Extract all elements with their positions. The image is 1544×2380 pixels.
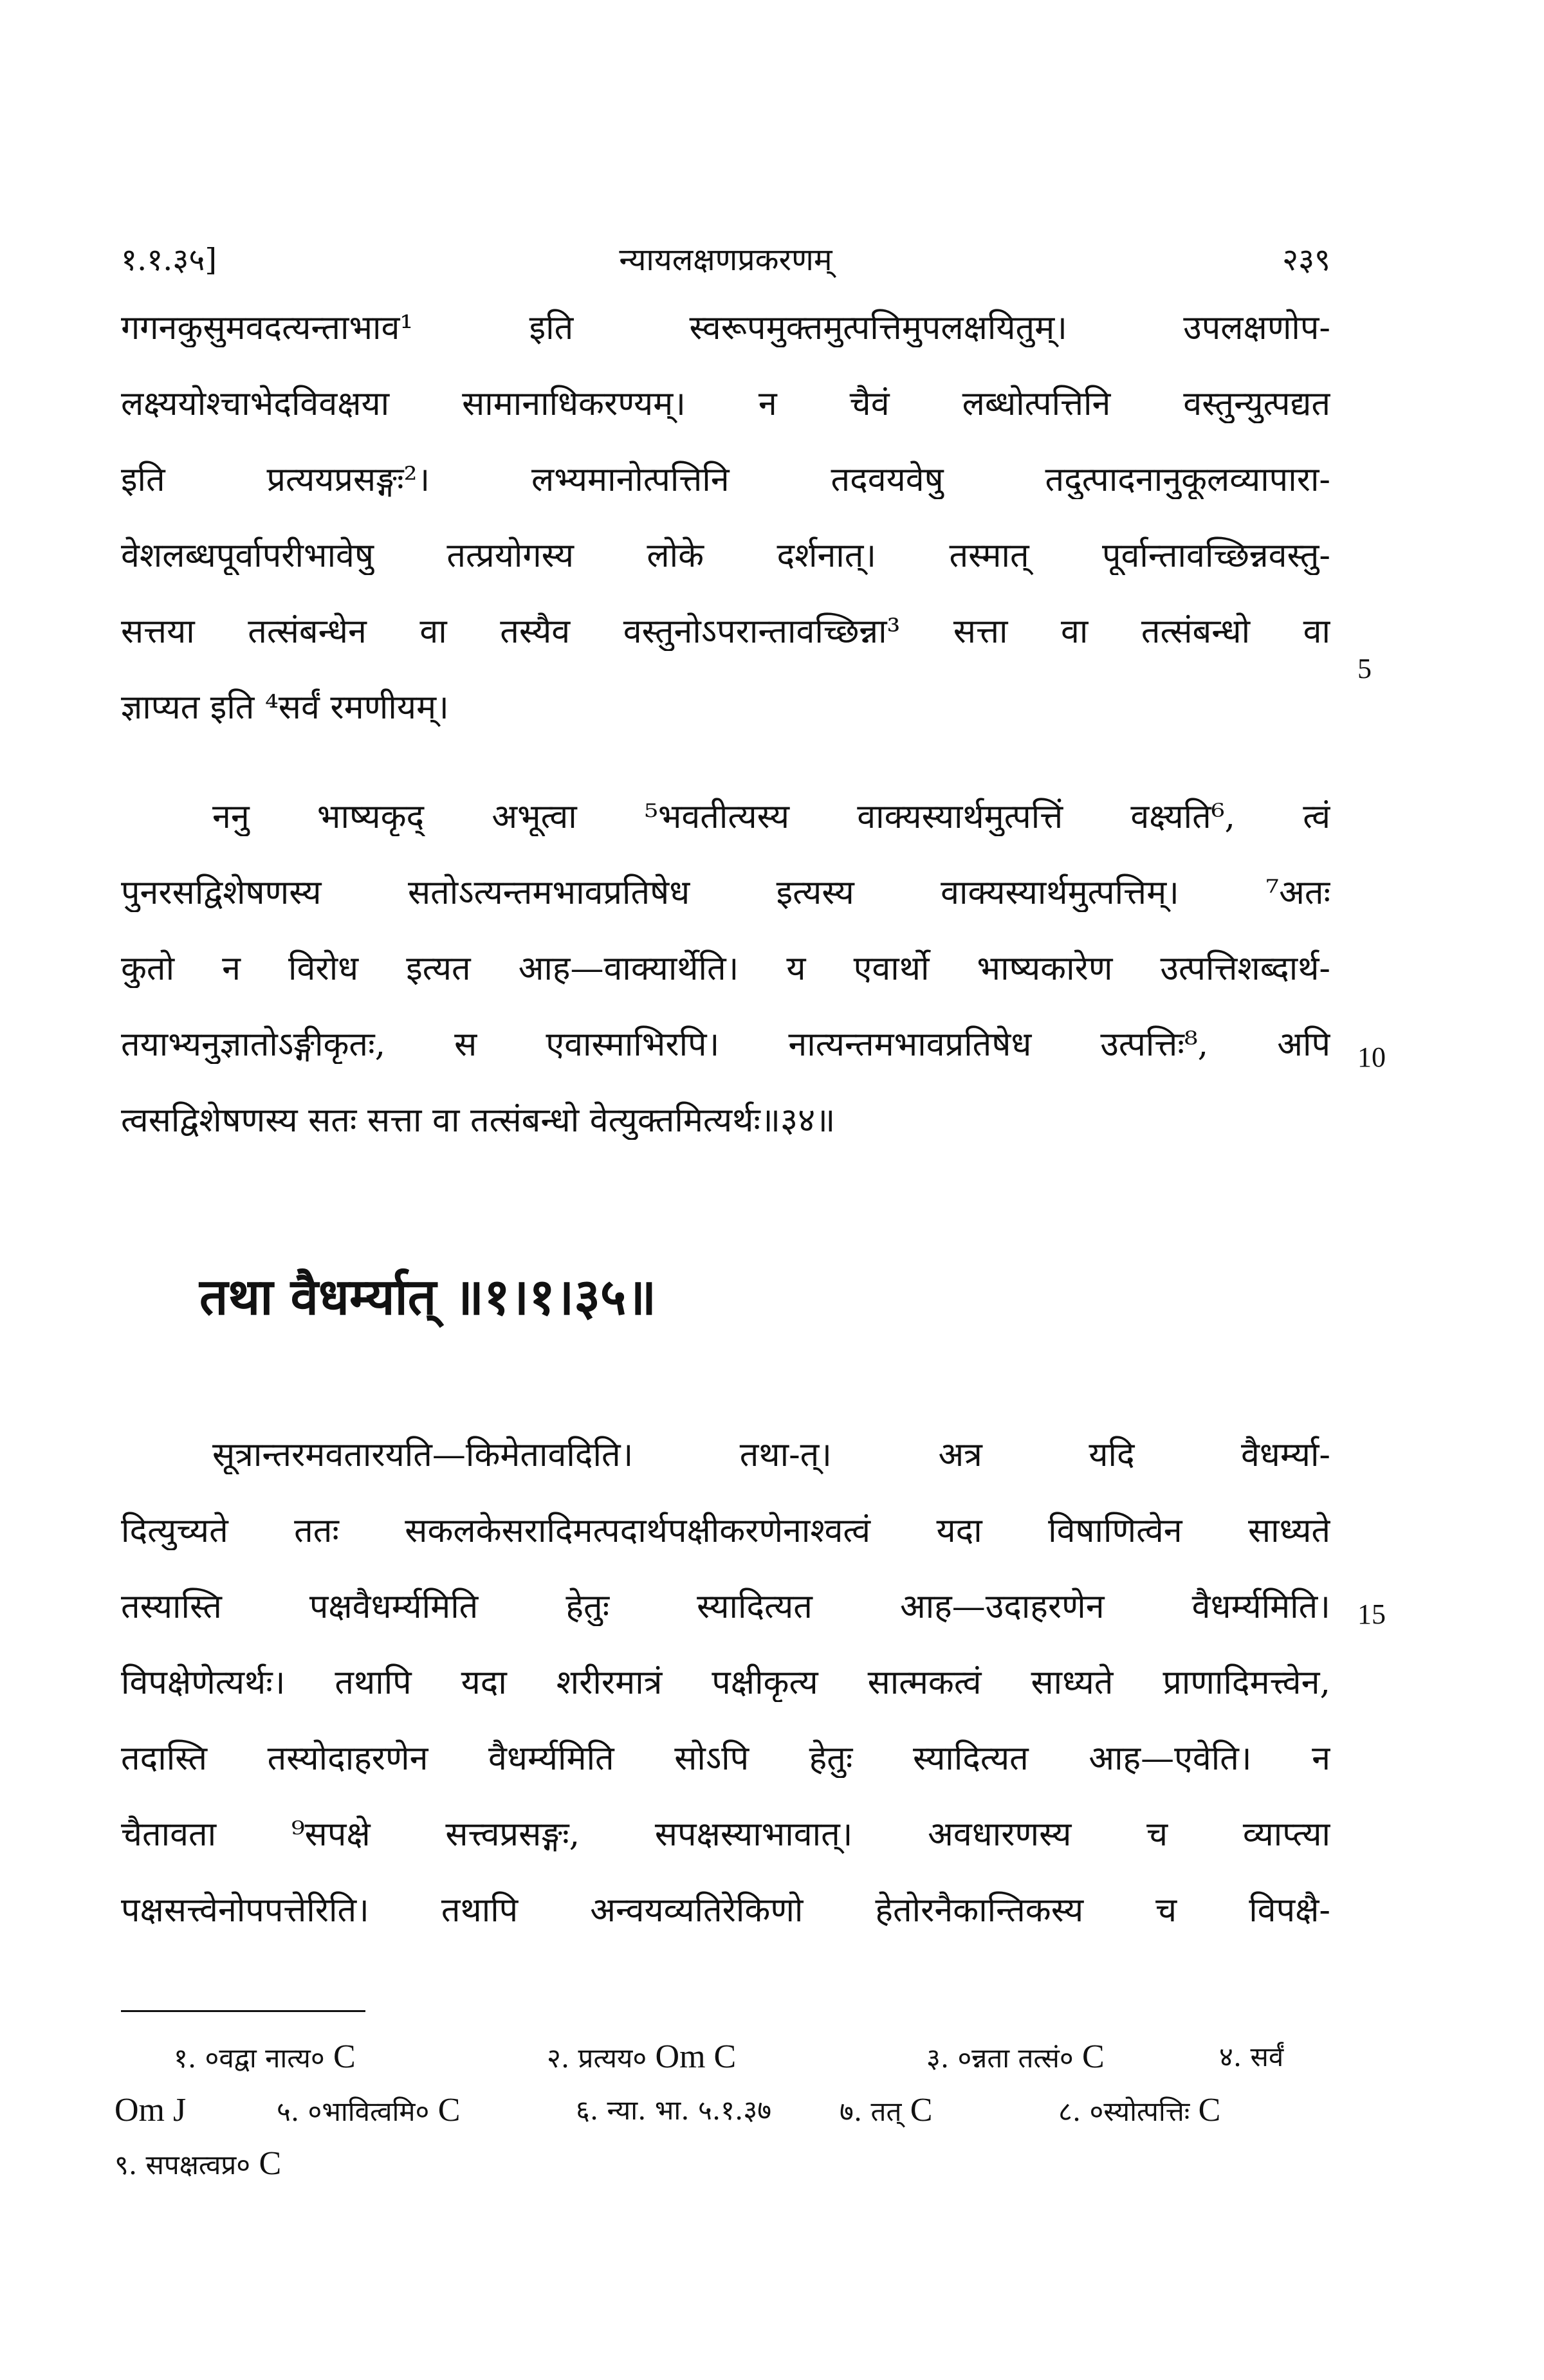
text-line: चैतावता ⁹सपक्षे सत्त्वप्रसङ्गः, सपक्षस्याभावात्। अवधारणस्य च व्याप्त्या	[121, 1815, 1330, 1854]
footnote-siglum: C	[333, 2038, 356, 2075]
footnote-siglum: C	[1082, 2038, 1105, 2075]
footnote-9	[115, 2146, 281, 2183]
footnote-4	[1219, 2039, 1283, 2075]
footnote-siglum: C	[1198, 2092, 1221, 2128]
footnote-siglum: Om J	[115, 2092, 187, 2128]
footnote-text: ५. ०भावित्वमि०	[277, 2096, 430, 2127]
text-line: सत्तया तत्संबन्धेन वा तस्यैव वस्तुनोऽपरान्तावच्छिन्ना³ सत्ता वा तत्संबन्धो वा	[121, 612, 1330, 651]
footnote-2	[547, 2039, 736, 2076]
text-line: ज्ञाप्यत इति ⁴सर्वं रमणीयम्।	[121, 688, 449, 727]
line-number: 5	[1357, 653, 1372, 684]
footnote-text: ४. सर्वं	[1219, 2041, 1284, 2073]
footnote-6	[576, 2092, 771, 2128]
text-line: गगनकुसुमवदत्यन्ताभाव¹ इति स्वरूपमुक्तमुत्पत्तिमुपलक्षयितुम्। उपलक्षणोप-	[121, 309, 1330, 347]
text-line: तयाभ्यनुज्ञातोऽङ्गीकृतः, स एवास्माभिरपि। नात्यन्तमभावप्रतिषेध उत्पत्तिः⁸, अपि	[121, 1025, 1330, 1064]
footnote-8	[1058, 2092, 1220, 2130]
sutra-heading: तथा वैधर्म्यात् ॥१।१।३५॥	[199, 1268, 657, 1326]
footnote-text: ३. ०न्नता तत्सं०	[926, 2042, 1074, 2074]
text-line: लक्ष्ययोश्चाभेदविवक्षया सामानाधिकरण्यम्। न चैवं लब्धोत्पत्तिनि वस्तुन्युत्पद्यत	[121, 385, 1330, 423]
running-header	[121, 238, 1330, 289]
text-line: दित्युच्यते ततः सकलकेसरादिमत्पदार्थपक्षीकरणेनाश्वत्वं यदा विषाणित्वेन साध्यते	[121, 1512, 1330, 1550]
text-line: विपक्षेणेत्यर्थः। तथापि यदा शरीरमात्रं पक्षीकृत्य सात्मकत्वं साध्यते प्राणादिमत्त्वेन,	[121, 1663, 1330, 1702]
text-line: तस्यास्ति पक्षवैधर्म्यमिति हेतुः स्यादित्यत आह—उदाहरणेन वैधर्म्यमिति।	[121, 1588, 1330, 1626]
footnote-text: ६. न्या. भा. ५.१.३७	[576, 2094, 772, 2126]
footnote-rule	[121, 2010, 365, 2012]
footnote-text: २. प्रत्यय०	[547, 2042, 647, 2074]
footnote-text: १. ०वद्वा नात्य०	[174, 2042, 325, 2074]
text-line: त्वसद्विशेषणस्य सतः सत्ता वा तत्संबन्धो वेत्युक्तमित्यर्थः॥३४॥	[121, 1101, 836, 1140]
footnote-siglum: C	[259, 2145, 282, 2182]
footnote-siglum: C	[437, 2092, 461, 2128]
footnote-text: ७. तत्	[840, 2096, 902, 2127]
footnote-text: ८. ०स्योत्पत्तिः	[1058, 2096, 1190, 2127]
text-line: ननु भाष्यकृद् अभूत्वा ⁵भवतीत्यस्य वाक्यस्यार्थमुत्पत्तिं वक्ष्यति⁶, त्वं	[212, 798, 1330, 836]
line-number: 15	[1357, 1598, 1386, 1630]
text-line: तदास्ति तस्योदाहरणेन वैधर्म्यमिति सोऽपि हेतुः स्यादित्यत आह—एवेति। न	[121, 1739, 1330, 1778]
page-number: २३९	[1282, 242, 1330, 278]
footnote-siglum: C	[910, 2092, 933, 2128]
running-title: न्यायलक्षणप्रकरणम्	[619, 242, 832, 278]
footnote-7	[840, 2092, 932, 2130]
footnote-3	[926, 2039, 1105, 2076]
footnote-5	[277, 2092, 460, 2130]
line-number: 10	[1357, 1041, 1386, 1073]
section-reference: १.१.३५]	[121, 242, 217, 278]
text-line: पुनरसद्विशेषणस्य सतोऽत्यन्तमभावप्रतिषेध इत्यस्य वाक्यस्यार्थमुत्पत्तिम्। ⁷अतः	[121, 874, 1330, 912]
text-line: इति प्रत्ययप्रसङ्गः²। लभ्यमानोत्पत्तिनि तदवयवेषु तदुत्पादनानुकूलव्यापारा-	[121, 461, 1330, 499]
footnote-siglum: Om C	[655, 2038, 737, 2075]
footnote-4-continued	[115, 2092, 186, 2130]
text-line: सूत्रान्तरमवतारयति—किमेतावदिति। तथा-त्। अत्र यदि वैधर्म्या-	[212, 1436, 1330, 1474]
text-line: वेशलब्धपूर्वापरीभावेषु तत्प्रयोगस्य लोके दर्शनात्। तस्मात् पूर्वान्तावच्छिन्नवस्तु-	[121, 536, 1330, 575]
footnote-text: ९. सपक्षत्वप्र०	[115, 2149, 251, 2181]
footnote-1	[174, 2039, 356, 2076]
text-line: पक्षसत्त्वेनोपपत्तेरिति। तथापि अन्वयव्यतिरेकिणो हेतोरनैकान्तिकस्य च विपक्षै-	[121, 1891, 1330, 1930]
text-line: कुतो न विरोध इत्यत आह—वाक्यार्थेति। य एवार्थो भाष्यकारेण उत्पत्तिशब्दार्थ-	[121, 949, 1330, 988]
